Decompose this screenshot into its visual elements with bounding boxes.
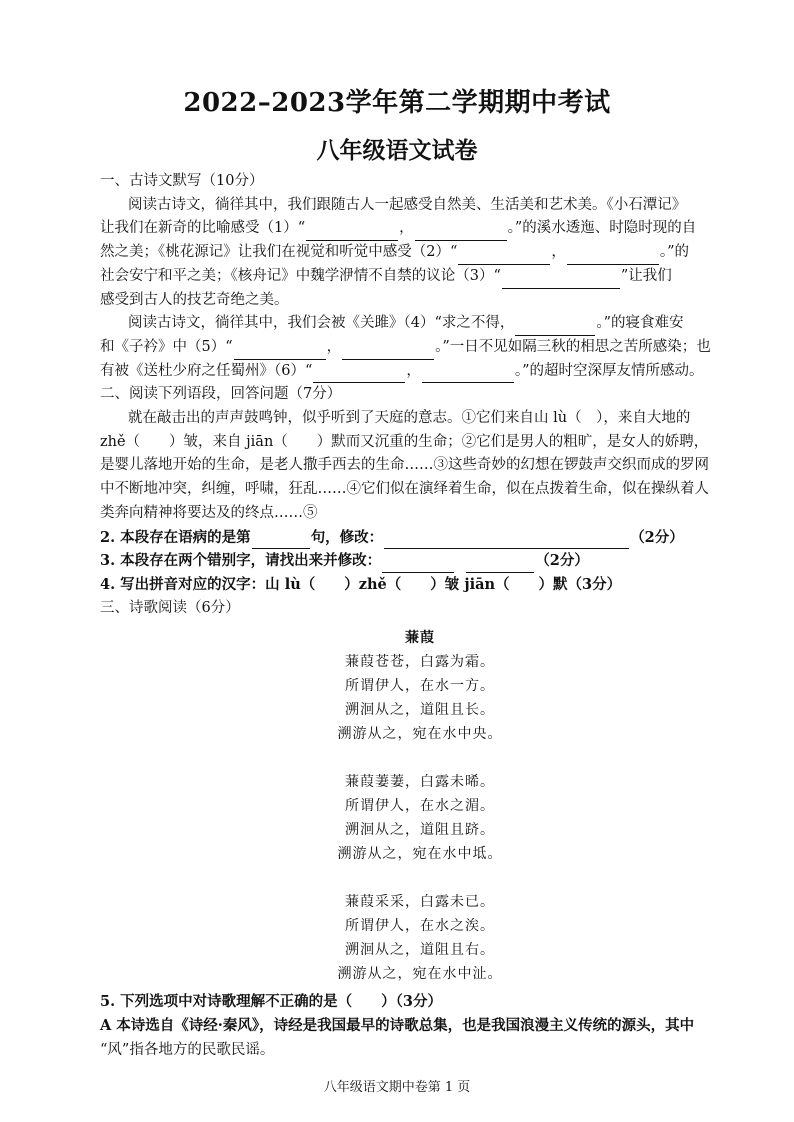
poem-line: 所谓伊人，在水之涘。 [345,918,495,935]
s1-p1-line3 [100,241,740,265]
section3-heading: 三、诗歌阅读（6分） [100,599,240,616]
text: 社会安宁和平之美；《核舟记》中魏学洢情不自禁的议论（3）“ [100,267,501,284]
s2-passage-line5: 类奔向精神将要达及的终点……⑤ [100,504,318,521]
poem-line: 溯洄从之，道阻且长。 [345,702,495,719]
text: ， [551,244,566,261]
s2-passage-line1: 就在敲击出的声声鼓鸣钟，似乎听到了天庭的意志。①它们来自山 lù（ ），来自大地的 [128,410,691,427]
answer-blank[interactable] [502,272,620,289]
text: 和《子衿》中（5）“ [100,338,233,355]
answer-blank[interactable] [515,319,595,336]
s2-passage-line4: 中不断地冲突，纠缠，呼啸，狂乱……④它们似在演绎着生命，似在点拨着生命，似在操纵着人 [100,481,709,498]
exam-title: 2022–2023学年第二学期期中考试 [183,88,611,118]
exam-body [100,170,740,1062]
s1-p1-line4 [100,265,740,289]
text: 句，修改： [310,528,384,546]
poem-line: 所谓伊人，在水一方。 [345,678,495,695]
text: 。”的 [659,244,690,261]
answer-blank[interactable] [466,556,534,573]
poem-line: 蒹葭苍苍，白露为霜。 [345,654,495,671]
answer-blank[interactable] [382,556,454,573]
option-a-line2: “风”指各地方的民歌民谣。 [100,1041,275,1058]
text: ， [399,220,414,237]
s2-passage-line2: zhě（ ）皱，来自 jiān（ ）默而又沉重的生命；②它们是男人的粗旷，是女人的娇聘， [100,433,709,450]
answer-blank[interactable] [567,248,659,265]
s1-p2-line3 [100,360,740,384]
text: 。”一日不见如隔三秋的相思之苦所感染；也 [435,338,711,355]
answer-blank[interactable] [422,366,514,383]
text: 2. 本段存在语病的是第 [100,528,251,546]
text: 有被《送杜少府之任蜀州》（6）“ [100,362,313,379]
poem-line: 蒹葭采采，白露未已。 [345,894,495,911]
answer-blank[interactable] [306,224,398,241]
answer-blank[interactable] [458,248,550,265]
question-5: 5. 下列选项中对诗歌理解不正确的是（ ）（3分） [100,993,443,1011]
poem-stanza [100,650,740,746]
question-2 [100,526,740,550]
s1-p1-line5: 感受到古人的技艺奇绝之美。 [100,291,289,308]
poem-line: 蒹葭萋萋，白露未晞。 [345,774,495,791]
exam-subtitle: 八年级语文试卷 [316,137,478,164]
page-footer: 八年级语文期中卷第 1 页 [323,1080,471,1095]
answer-blank[interactable] [415,224,507,241]
s1-p2-line1 [100,312,740,336]
poem-stanza [100,770,740,866]
text: ， [406,362,421,379]
answer-blank[interactable] [384,532,629,549]
question-3 [100,549,740,573]
s1-p1-line1: 阅读古诗文，徜徉其中，我们跟随古人一起感受自然美、生活美和艺术美。《小石潭记》 [128,196,687,213]
answer-blank[interactable] [313,366,405,383]
text: （2分） [535,552,589,570]
answer-blank[interactable] [252,532,310,549]
text: A 本诗选自《诗经·秦风》，诗经是我国最早的诗歌总集，也是我国浪漫主义传统的源头，其中 [100,1017,695,1035]
text: 。”的寝食难安 [596,315,684,332]
poem [100,626,740,986]
text: 。”的超时空深厚友情所感动。 [514,362,704,379]
text: ， [326,338,342,355]
poem-line: 溯洄从之，道阻且跻。 [345,822,495,839]
poem-line: 所谓伊人，在水之湄。 [345,798,495,815]
text: （2分） [630,528,684,546]
text: 。”的溪水透迤、时隐时现的自 [507,220,697,237]
poem-line: 溯游从之，宛在水中坻。 [337,846,503,863]
question-4: 4. 写出拼音对应的汉字：山 lù（ ）zhě（ ）皱 jiān（ ）默（3分） [100,575,622,593]
section2-heading: 二、阅读下列语段，回答问题（7分） [100,386,342,403]
text: ”让我们 [620,267,672,284]
text: 3. 本段存在两个错别字，请找出来并修改： [100,552,382,570]
s1-p1-line2 [100,217,740,241]
text: 然之美；《桃花源记》让我们在视觉和听觉中感受（2）“ [100,244,458,261]
section1-heading: 一、古诗文默写（10分） [100,173,264,189]
s2-passage-line3: 是婴儿落地开始的生命，是老人撒手西去的生命……③这些奇妙的幻想在锣鼓声交织而成的罗网 [100,457,709,474]
text: 让我们在新奇的比喻感受（1）“ [100,220,306,237]
option-a-line1 [100,1014,740,1039]
answer-blank[interactable] [234,343,326,360]
poem-line: 溯游从之，宛在水中央。 [337,726,503,743]
s1-p2-line2 [100,336,740,360]
poem-stanza [100,890,740,986]
poem-line: 溯游从之，宛在水中沚。 [337,966,503,983]
poem-title: 蒹葭 [405,630,435,647]
poem-line: 溯洄从之，道阻且右。 [345,942,495,959]
answer-blank[interactable] [342,343,434,360]
text: 阅读古诗文，徜徉其中，我们会被《关雎》（4）“求之不得， [128,315,515,332]
